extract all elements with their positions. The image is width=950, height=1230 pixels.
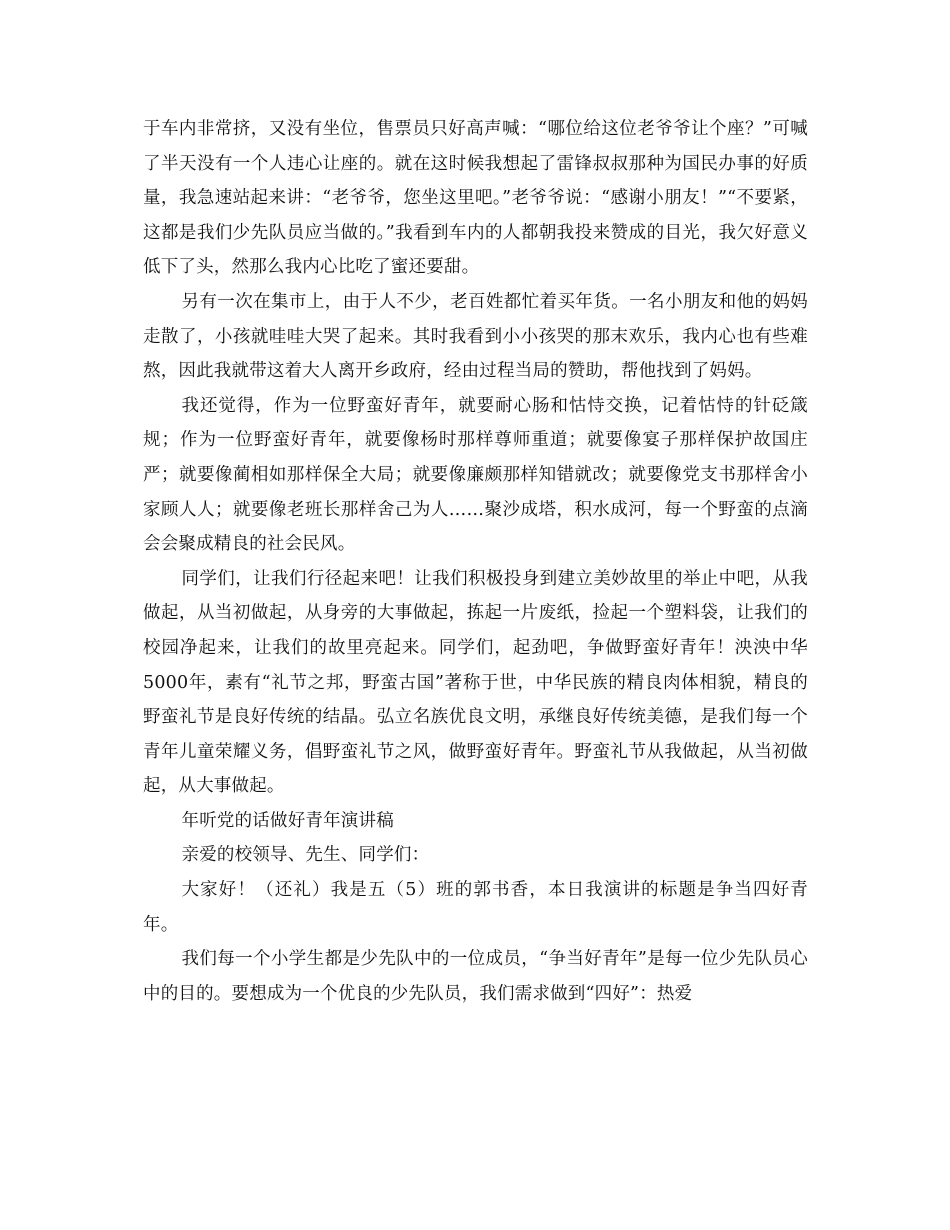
document-body <box>143 112 808 1011</box>
salutation: 亲爱的校领导、先生、同学们： <box>181 845 430 866</box>
greeting-paragraph: 大家好！（还礼）我是五（5）班的郭书香，本日我演讲的标题是争当四好青年。 <box>143 880 808 935</box>
paragraph-8: 我们每一个小学生都是少先队中的一位成员，“争当好青年”是每一位少先队员心中的目的。要想成为一个优良的少先队员，我们需求做到“四好”：热爱 <box>143 949 808 1004</box>
paragraph-1: 于车内非常挤，又没有坐位，售票员只好高声喊：“哪位给这位老爷爷让个座？”可喊了半天没有一个人违心让座的。就在这时候我想起了雷锋叔叔那种为国民办事的好质量，我急速站起来讲：“老爷爷，您坐这里吧。”老爷爷说：“感谢小朋友！”“不要紧，这都是我们少先队员应当做的。”我看到车内的人都朝我投来赞成的目光，我欠好意义低下了头，然那么我内心比吃了蜜还要甜。 <box>143 119 808 278</box>
paragraph-3: 我还觉得，作为一位野蛮好青年，就要耐心肠和怙恃交换，记着怙恃的针砭箴规；作为一位野蛮好青年，就要像杨时那样尊师重道；就要像宴子那样保护故国庄严；就要像蔺相如那样保全大局；就要像廉颇那样知错就改；就要像党支书那样舍小家顾人人；就要像老班长那样舍己为人……聚沙成塔，积水成河，每一个野蛮的点滴会会聚成精良的社会民风。 <box>143 395 808 555</box>
paragraph-2: 另有一次在集市上，由于人不少，老百姓都忙着买年货。一名小朋友和他的妈妈走散了，小孩就哇哇大哭了起来。其时我看到小小孩哭的那末欢乐，我内心也有些难熬，因此我就带这着大人离开乡政府，经由过程当局的赞助，帮他找到了妈妈。 <box>143 291 808 382</box>
speech-title: 年听党的话做好青年演讲稿 <box>181 810 394 831</box>
paragraph-4: 同学们，让我们行径起来吧！让我们积极投身到建立美妙故里的举止中吧，从我做起，从当初做起，从身旁的大事做起，拣起一片废纸，捡起一个塑料袋，让我们的校园净起来，让我们的故里亮起来。同学们，起劲吧，争做野蛮好青年！泱泱中华5000年，素有“礼节之邦，野蛮古国”著称于世，中华民族的精良肉体相貌，精良的野蛮礼节是良好传统的结晶。弘立名族优良文明，承继良好传统美德，是我们每一个青年儿童荣耀义务，倡野蛮礼节之风，做野蛮好青年。野蛮礼节从我做起，从当初做起，从大事做起。 <box>143 568 808 797</box>
